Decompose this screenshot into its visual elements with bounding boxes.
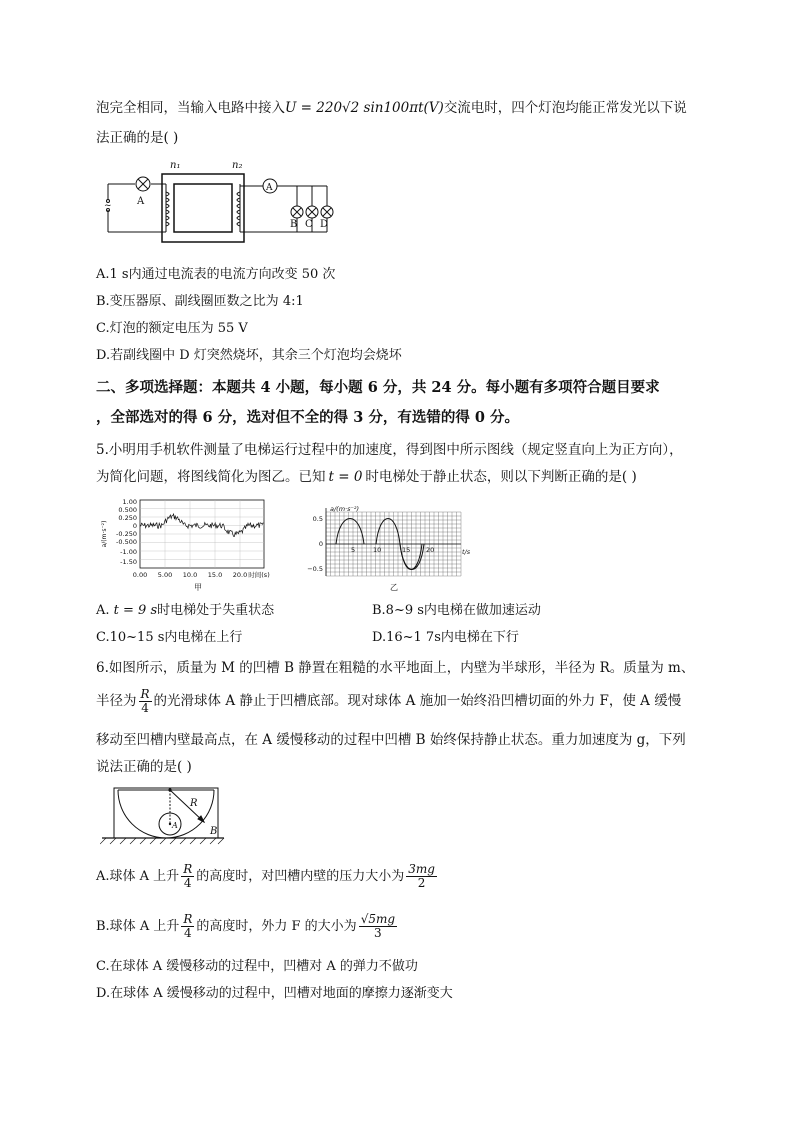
q4-stem-line2: 法正确的是( ): [96, 130, 179, 146]
q6-stem-line1: 6.如图所示，质量为 M 的凹槽 B 静置在粗糙的水平地面上，内壁为半球形，半径为 R。质量为 m、: [96, 660, 695, 676]
q6-option-b: [96, 912, 399, 942]
yi-ytick: 0: [318, 540, 323, 548]
frac-den: 2: [417, 876, 426, 890]
transformer-circuit-figure: [100, 156, 350, 248]
q5-stem-line1: 5.小明用手机软件测量了电梯运行过程中的加速度，得到图中所示图线（规定竖直向上为正方向），: [96, 442, 683, 458]
frac-den: 4: [184, 926, 192, 940]
q6-stem-line4: 说法正确的是( ): [96, 759, 192, 775]
yi-xlabel: t/s: [462, 548, 471, 556]
yi-ytick: 0.5: [312, 515, 323, 523]
yi-xtick: 20: [426, 546, 435, 554]
q5-option-a: [96, 602, 274, 620]
q6-option-d: D.在球体 A 缓慢移动的过程中，凹槽对地面的摩擦力逐渐变大: [96, 986, 453, 1001]
yi-ytick: −0.5: [307, 565, 323, 573]
frac-den: 3: [374, 926, 382, 940]
q6-option-b-frac-force: [359, 913, 397, 940]
q5-t0: t = 0: [328, 469, 363, 485]
label-groove-b: B: [210, 826, 218, 837]
q6-stem-text-b: 的光滑球体 A 静止于凹槽底部。现对球体 A 施加一始终沿凹槽切面的外力 F，使 A 缓慢: [153, 693, 682, 709]
q4-option-c: C.灯泡的额定电压为 55 V: [96, 321, 248, 336]
q6-option-b-frac-r4: [181, 913, 194, 940]
q5-option-b: B.8~9 s内电梯在做加速运动: [372, 603, 541, 618]
groove-ball-figure: [100, 784, 230, 850]
q5-option-d: D.16~1 7s内电梯在下行: [372, 630, 519, 645]
frac-num: R: [140, 687, 150, 701]
jia-xtick: 5.00: [157, 571, 173, 579]
q4-option-b: B.变压器原、副线圈匝数之比为 4:1: [96, 294, 304, 309]
frac-den: 4: [141, 701, 149, 715]
jia-ytick: -1.00: [120, 548, 137, 556]
frac-den: 4: [183, 876, 192, 890]
q6-option-a-frac-r4: [181, 863, 194, 890]
q5-option-a-text: 时电梯处于失重状态: [157, 603, 275, 618]
jia-xtick: 10.0: [182, 571, 198, 579]
q6-option-a-text: 的高度时，对凹槽内壁的压力大小为: [196, 869, 405, 884]
q6-stem-text-a: 半径为: [96, 693, 137, 709]
chart-yi: [306, 504, 476, 594]
q5-stem-text-b: 时电梯处于静止状态，则以下判断正确的是( ): [365, 469, 637, 485]
jia-ytick: 0.500: [118, 506, 137, 514]
q6-option-c: C.在球体 A 缓慢移动的过程中，凹槽对 A 的弹力不做功: [96, 959, 418, 974]
label-n1: n₁: [170, 160, 181, 171]
jia-ylabel: a/(m·s⁻²): [101, 520, 108, 548]
jia-ytick: -1.50: [120, 558, 137, 566]
jia-xlabel: 时间(s): [248, 571, 270, 579]
label-lamp-b: B: [290, 219, 298, 230]
label-n2: n₂: [232, 160, 243, 171]
jia-ytick: 0.250: [118, 514, 137, 522]
section2-heading-line1: 二、多项选择题：本题共 4 小题，每小题 6 分，共 24 分。每小题有多项符合题目要求: [96, 379, 660, 396]
q6-option-b-text: 的高度时，外力 F 的大小为: [196, 919, 357, 934]
q5-option-a-t: t = 9 s: [113, 603, 158, 618]
ammeter-icon: A: [266, 183, 273, 193]
chart-jia-grid: [140, 500, 264, 568]
yi-xtick: 5: [351, 546, 356, 554]
q4-stem-line1: [96, 98, 687, 118]
jia-xtick: 0.00: [132, 571, 148, 579]
ac-source-icon: ~: [104, 201, 112, 211]
chart-jia: [98, 496, 270, 592]
q5-stem-text-a: 为简化问题，将图线简化为图乙。已知: [96, 469, 326, 485]
q5-option-a-prefix: A.: [96, 603, 114, 618]
yi-xtick: 10: [373, 546, 382, 554]
q4-stem-text-b: 交流电时，四个灯泡均能正常发光以下说: [443, 100, 687, 116]
jia-xtick: 15.0: [207, 571, 223, 579]
q6-option-b-prefix: B.球体 A 上升: [96, 919, 180, 934]
q6-stem-line3: 移动至凹槽内壁最高点，在 A 缓慢移动的过程中凹槽 B 始终保持静止状态。重力加速度为 g，下列: [96, 732, 686, 748]
jia-ytick: 1.00: [122, 498, 137, 506]
q6-fraction-r4: [139, 688, 152, 715]
frac-num: 3mg: [408, 862, 435, 876]
jia-ytick: -0.250: [116, 530, 137, 538]
q4-option-d: D.若副线圈中 D 灯突然烧坏，其余三个灯泡均会烧坏: [96, 348, 402, 363]
frac-num: R: [183, 912, 193, 926]
q6-option-a-prefix: A.球体 A 上升: [96, 869, 180, 884]
jia-ytick: 0: [132, 522, 137, 530]
label-lamp-c: C: [305, 219, 313, 230]
frac-num: R: [183, 862, 193, 876]
yi-xtick: 15: [402, 546, 411, 554]
frac-num: √5mg: [360, 912, 396, 926]
q4-option-a: A.1 s内通过电流表的电流方向改变 50 次: [96, 267, 336, 282]
yi-ylabel: a/(m·s⁻²): [330, 505, 360, 513]
q4-stem-text-a: 泡完全相同，当输入电路中接入: [96, 100, 285, 116]
chart-jia-signal-line: [140, 514, 263, 537]
jia-caption: 甲: [194, 583, 202, 592]
label-ball-a: A: [172, 821, 178, 830]
label-lamp-d: D: [320, 219, 329, 230]
q5-option-c: C.10~15 s内电梯在上行: [96, 630, 243, 645]
jia-xtick: 20.0: [232, 571, 248, 579]
label-radius-r: R: [190, 798, 198, 809]
label-lamp-a: A: [137, 196, 145, 207]
section2-heading-line2: ，全部选对的得 6 分，选对但不全的得 3 分，有选错的得 0 分。: [96, 409, 520, 426]
q6-option-a: [96, 862, 439, 892]
q5-stem-line2: [96, 467, 637, 487]
q6-option-a-frac-force: [406, 863, 437, 890]
jia-ytick: -0.500: [116, 538, 137, 546]
q6-stem-line2: [96, 684, 681, 718]
yi-caption: 乙: [390, 583, 398, 592]
q4-formula: U = 220√2 sin100πt(V): [285, 100, 444, 116]
